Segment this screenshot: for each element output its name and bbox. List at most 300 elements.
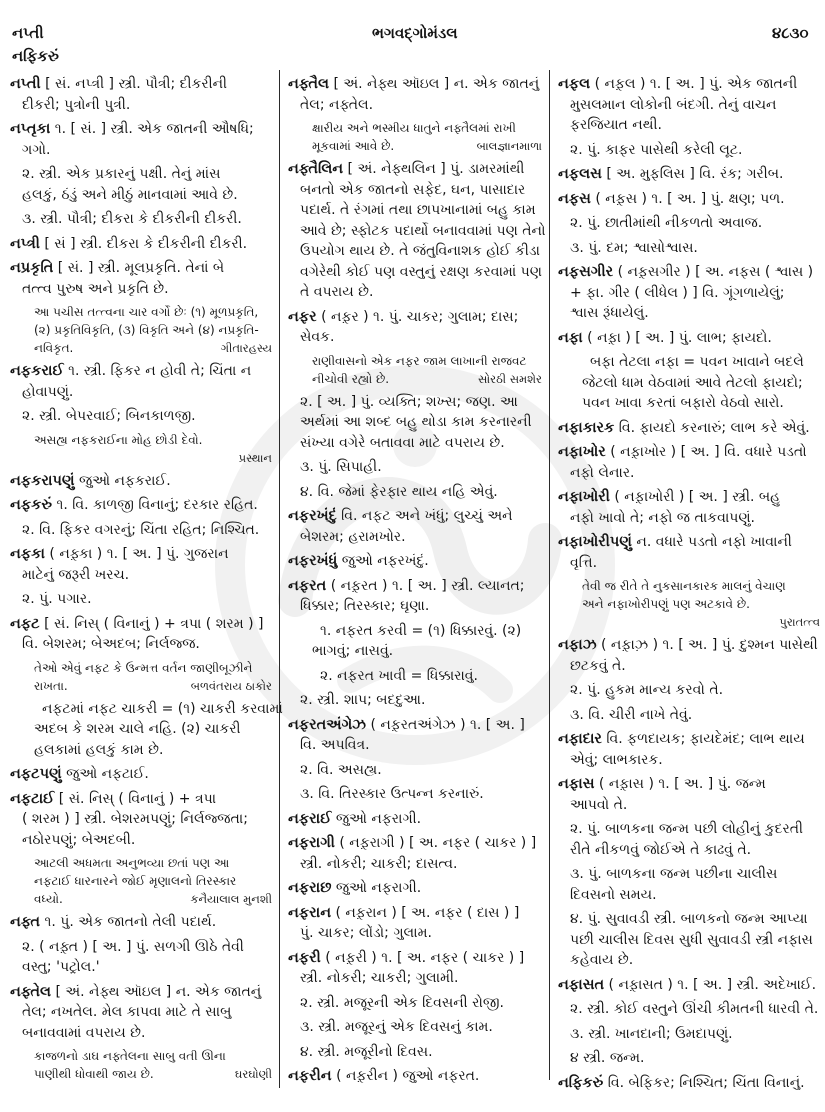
entry-line xyxy=(10,258,272,279)
entry-line: દીકરી; પુત્રોની પુત્રી. xyxy=(22,96,131,113)
headword: નપ્તૃકા xyxy=(10,121,51,137)
entry-line xyxy=(558,74,820,95)
sense-line: ૨. પું. બાળકના જન્મ પછી લોહીનું કુદરતી xyxy=(570,821,804,837)
entry-line: નઠોરપણું; બેઅદબી. xyxy=(22,831,136,848)
dictionary-entry xyxy=(288,715,542,756)
definition-text: [ અં. નેફ્થ ઑઇલ ] ન. એક જાતનું xyxy=(333,76,540,92)
entry-line xyxy=(288,948,542,969)
entry-line xyxy=(558,487,820,508)
quotation-line: આ પચીસ તત્ત્વના ચાર વર્ગો છેઃ (૧) મૂળપ્રકૃતિ, xyxy=(34,305,259,319)
entry-line: વૃત્તિ. xyxy=(570,554,598,571)
sense-line: ૨. સ્ત્રી. મજૂરની એક દિવસની રોજી. xyxy=(300,994,504,1011)
headword: નફસ xyxy=(558,190,591,207)
entry-line: + ફા. ગીર ( લીધેલ ) ] વિ. ગૂંગળાયેલું; xyxy=(570,284,785,301)
entry-line: ફરજિયાત નથી. xyxy=(570,117,662,133)
definition-text: [ અં. નેફ્થ ઑઇલ ] ન. એક જાતનું xyxy=(55,983,262,1000)
quotation xyxy=(10,303,272,357)
dictionary-entry xyxy=(558,328,820,349)
quotation-line: ક્ષારીય અને ભસ્મીય ધાતુને નફ્તૈલમાં રાખી xyxy=(312,121,516,135)
dictionary-entry xyxy=(288,551,542,572)
headword: નફ્તૈલ xyxy=(288,76,330,92)
definition-text: [ સં ] સ્ત્રી. દીકરા કે દીકરીની દીકરી. xyxy=(44,235,248,252)
entry-line: ધિક્કાર; તિરસ્કાર; ઘૃણા. xyxy=(300,598,430,614)
headword: નફાખોરીપણું xyxy=(558,534,632,550)
entry-line xyxy=(558,774,820,795)
definition-text: વિ. ફાયદો કરનારું; લાભ કરે એવું. xyxy=(618,419,810,436)
idiom-line: હલકામાં હલકું કામ છે. xyxy=(34,741,164,758)
sense xyxy=(288,457,542,478)
sense-line: ૩. પું. સિપાહી. xyxy=(300,459,382,475)
entry-line: વગેરેથી કોઈ પણ વસ્તુનું રક્ષણ કરવામાં પણ xyxy=(300,263,542,280)
entry-line xyxy=(288,833,542,854)
sense-line: ૩. પું. બાળકના જન્મ પછીના ચાલીસ xyxy=(570,866,778,882)
sense xyxy=(288,690,542,711)
sense xyxy=(558,213,820,234)
sense xyxy=(10,520,272,541)
quotation-line xyxy=(558,613,820,631)
headword: નફલ xyxy=(558,76,591,92)
definition-text: ( નફ઼લ ) ૧. [ અ. ] પું. એક જાતની xyxy=(594,76,798,92)
entry-line: આપવો તે. xyxy=(570,796,628,813)
headword: નફાકારક xyxy=(558,419,615,436)
headword: નફાખોર xyxy=(558,444,606,460)
sense-line: ૩. સ્ત્રી. પૌત્રી; દીકરા કે દીકરીની દીકરી. xyxy=(22,211,242,227)
definition-text: ( નફ઼રતઅંગેઝ ) ૧. [ અ. ] xyxy=(370,716,525,733)
quotation-line xyxy=(288,137,542,155)
definition-text: ( નફ઼ા ) [ અ. ] પું. લાભ; ફાયદો. xyxy=(587,329,772,346)
quotation-line xyxy=(10,339,272,357)
sense-line: ૨. સ્ત્રી. એક પ્રકારનું પક્ષી. તેનું માંસ xyxy=(22,166,221,182)
dictionary-entry xyxy=(558,635,820,676)
headword: નફરખંધું xyxy=(288,553,338,569)
definition-text: જુઓ નફરખંદું. xyxy=(341,553,429,569)
sense-line: રીતે નીકળવું જોઈએ તે કાઢવું તે. xyxy=(570,841,752,858)
headword: નપ્તી xyxy=(10,76,41,92)
column-3 xyxy=(549,70,820,1091)
entry-line: સ્ત્રી. નોકરી; ચાકરી; ગુલામી. xyxy=(300,970,459,986)
headword: નફાદાર xyxy=(558,731,602,747)
quotation-line: કાજળનો ડાઘ નફ્તેલના સાબુ વતી ઊના xyxy=(34,1049,226,1063)
idiom-line: ૧. નફરત કરવી = (૧) ધિક્કારવું. (૨) xyxy=(320,622,522,639)
dictionary-entry xyxy=(10,471,272,492)
dictionary-entry xyxy=(10,544,272,585)
dictionary-entry xyxy=(558,975,820,996)
guide-word-last: નફિકરું xyxy=(12,47,59,65)
quotation-line: અસહ્ય નફકરાઈના મોહ છોડી દેવો. xyxy=(34,432,203,447)
entry-line xyxy=(10,119,272,140)
definition-text: [ સં. નપ્ત્રી ] સ્ત્રી. પૌત્રી; દીકરીની xyxy=(45,76,228,92)
dictionary-entry xyxy=(558,442,820,483)
dictionary-entry xyxy=(288,948,542,989)
sense xyxy=(10,406,272,427)
sense-line: પછી ચાલીસ દિવસ સુધી સુવાવડી સ્ત્રી નફાસ xyxy=(570,931,813,948)
entry-line xyxy=(10,74,272,95)
dictionary-entry xyxy=(288,159,546,303)
definition-text: [ સં. ] સ્ત્રી. મૂલપ્રકૃતિ. તેનાં બે xyxy=(57,260,225,276)
entry-line: એવું; લાભકારક. xyxy=(570,751,663,768)
definition-text: જુઓ નફરાગી. xyxy=(335,810,422,827)
idiom-line: ભાગવું; નાસવું. xyxy=(312,643,394,659)
entry-line xyxy=(288,74,542,95)
definition-text: [ સં. નિસ્ ( વિનાનું ) + ત્રપા ( શરમ ) ] xyxy=(44,615,264,632)
quotation-line: રાણીવાસનો એક નફર જામ લાખાની રાજવટ xyxy=(312,353,527,368)
quotation xyxy=(288,352,542,388)
entry-line xyxy=(558,1073,820,1094)
quotation-line: (૨) પ્રકૃતિવિકૃતિ, (૩) વિકૃતિ અને (૪) નપ્રકૃતિ- xyxy=(34,323,259,337)
dictionary-entry xyxy=(10,495,272,516)
dictionary-entry xyxy=(288,1066,542,1087)
entry-line xyxy=(10,764,272,785)
quotation-text: નીચોવી રહ્યો છે. xyxy=(312,371,390,386)
definition-text: ૧. સ્ત્રી. ફિકર ન હોવી તે; ચિંતા ન xyxy=(68,363,252,379)
entry-line: તેલ; નફ્તેલ. xyxy=(300,96,374,113)
entry-line xyxy=(10,495,272,516)
sense-line: ૨. [ અ. ] પું. વ્યક્તિ; શખ્સ; જણ. આ xyxy=(300,393,518,410)
sense xyxy=(288,1042,542,1063)
quotation-line xyxy=(288,370,542,388)
sense xyxy=(10,164,272,205)
dictionary-entry xyxy=(288,307,542,348)
entry-line: નફો ખાવો તે; નફો જ તાકવાપણું. xyxy=(570,509,755,526)
entry-line: ઉપયોગ થાય છે. તે જંતુવિનાશક હોઈ કીડા xyxy=(300,243,540,259)
entry-line: માટેનું જરૂરી ખરચ. xyxy=(22,566,130,583)
headword: નફરખંદું xyxy=(288,508,337,524)
quotation xyxy=(288,119,542,155)
sense xyxy=(558,680,820,701)
quotation-text: રાખતા. xyxy=(34,678,68,693)
idiom-line: અદબ કે શરમ ચાલે નહિ. (૨) ચાકરી xyxy=(34,721,241,737)
dictionary-entry xyxy=(288,809,542,830)
headword: નફરાન xyxy=(288,904,332,921)
sense xyxy=(288,1017,542,1038)
sense-line: ૩. પું. દમ; શ્વાસોશ્વાસ. xyxy=(570,239,698,256)
idiom xyxy=(10,699,283,761)
dictionary-entry xyxy=(558,418,820,439)
quotation xyxy=(10,431,272,467)
entry-line xyxy=(558,975,820,996)
definition-text: ( નફ઼રી ) ૧. [ અ. નફર ( ચાકર ) ] xyxy=(325,949,525,966)
definition-text: ( નફ઼ાઝ઼ ) ૧. [ અ. ] પું. દુશ્મન પાસેથી xyxy=(601,637,818,653)
entry-line: વિ. અપવિત્ર. xyxy=(300,737,370,753)
definition-text: [ અં. નેફ્થલિન ] પું. ડામરમાંથી xyxy=(347,161,525,177)
sense xyxy=(288,482,542,503)
headword: નફટપણું xyxy=(10,766,62,782)
dictionary-entry xyxy=(10,361,272,402)
definition-text: [ સં. નિસ્ ( વિનાનું ) + ત્રપા xyxy=(58,790,217,807)
sense-line: ૨. સ્ત્રી. બેપરવાઈ; બિનકાળજી. xyxy=(22,408,196,424)
quotation-line xyxy=(10,1065,272,1083)
definition-text: ૧. વિ. કાળજી વિનાનું; દરકાર રહિત. xyxy=(56,497,258,513)
dictionary-entry xyxy=(10,764,272,785)
entry-line xyxy=(288,809,542,830)
definition-text: ( નફ઼ાખોર ) [ અ. ] વિ. વધારે પડતો xyxy=(610,444,807,460)
sense xyxy=(558,864,820,905)
sense-line: ૨. વિ. ફિકર વગરનું; ચિંતા રહિત; નિશ્ચિત. xyxy=(22,521,260,538)
quotation-line: આટલી અધમતા અનુભવ્યા છતાં પણ આ xyxy=(34,856,230,870)
definition-text: ( નફ઼ર ) ૧. પું. ચાકર; ગુલામ; દાસ; xyxy=(321,308,519,325)
quotation xyxy=(10,854,272,908)
quotation-line: અને નફાખોરીપણું પણ અટકાવે છે. xyxy=(582,597,750,611)
entry-line xyxy=(288,551,542,572)
dictionary-entry xyxy=(10,258,272,299)
quotation-source: પુરાતત્ત્વ xyxy=(779,615,820,629)
quotation-line: નફટાઈ ધારનારને જોઈ મૃણાલનો તિરસ્કાર xyxy=(34,874,237,888)
entry-line xyxy=(558,729,820,750)
entry-line: ( શરમ ) ] સ્ત્રી. બેશરમપણું; નિર્લજ્જતા; xyxy=(22,811,248,827)
headword: નફલસ xyxy=(558,166,602,182)
definition-text: ૧. પું. એક જાતનો તેલી પદાર્થ. xyxy=(44,914,217,930)
headword: નફટ xyxy=(10,615,40,632)
quotation xyxy=(10,659,272,695)
sense-line: ૨. પું. પગાર. xyxy=(22,591,92,607)
idiom-line: બફા તેટલા નફા = પવન ખાવાને બદલે xyxy=(590,354,804,370)
dictionary-entry xyxy=(558,729,820,770)
dictionary-entry xyxy=(558,164,820,185)
entry-line xyxy=(10,912,272,933)
headword: નફર xyxy=(288,308,317,325)
headword: નફાસત xyxy=(558,976,605,993)
entry-line xyxy=(558,442,820,463)
sense-line: અર્થમાં આ શબ્દ બહુ થોડા કામ કરનારની xyxy=(300,414,532,430)
sense-line: દિવસનો સમય. xyxy=(570,886,657,903)
definition-text: વિ. નફટ અને ખંધું; લુચ્ચું અને xyxy=(341,508,513,524)
sense-line: ૪. સ્ત્રી. મજૂરીનો દિવસ. xyxy=(300,1043,433,1060)
sense-line: ૨. સ્ત્રી. શાપ; બદદુઆ. xyxy=(300,692,426,708)
dictionary-entry xyxy=(10,912,272,933)
headword: નફસગીર xyxy=(558,264,614,280)
quotation-source: ગીતારહસ્ય xyxy=(220,341,272,355)
quotation-source: ઘરઘોણી xyxy=(234,1067,272,1081)
idiom-line: જેટલો ધામ વેઠવામાં આવે તેટલો ફાયદો; xyxy=(582,374,803,391)
dictionary-entry xyxy=(288,576,542,617)
headword: નફરાછ xyxy=(288,880,332,896)
entry-line: સ્ત્રી. નોકરી; ચાકરી; દાસત્વ. xyxy=(300,855,458,872)
entry-line xyxy=(558,262,820,283)
entry-line xyxy=(10,789,272,810)
headword: નફરાગી xyxy=(288,835,335,851)
sense-line: ૨. સ્ત્રી. કોઈ વસ્તુને ઊંચી કીમતની ધારવી તે. xyxy=(570,1001,819,1017)
entry-line: મુસલમાન લોકોની બંદગી. તેનું વાચન xyxy=(570,96,777,113)
entry-line xyxy=(558,189,820,210)
entry-line: નફો લેનાર. xyxy=(570,464,635,481)
sense xyxy=(558,140,820,161)
idiom xyxy=(288,666,542,687)
entry-line xyxy=(10,234,272,255)
headword: નફરતઅંગેઝ xyxy=(288,716,366,733)
headword: નફરાઈ xyxy=(288,810,332,827)
quotation-source: પ્રસ્થાન xyxy=(238,450,272,465)
idiom xyxy=(288,621,542,662)
entry-line xyxy=(10,982,272,1003)
entry-line: બેશરમ; હરામખોર. xyxy=(300,528,406,545)
entry-line: પું. ચાકર; લોંડો; ગુલામ. xyxy=(300,925,432,941)
entry-line xyxy=(558,328,820,349)
sense-line: ૨. વિ. અસહ્ય. xyxy=(300,761,382,778)
definition-text: વિ. ફળદાયક; ફાયદેમંદ; લાભ થાય xyxy=(606,731,805,747)
entry-line: પદાર્થ. તે રંગમાં તથા છાપખાનામાં બહુ કામ xyxy=(300,202,536,218)
dictionary-entry xyxy=(558,1073,820,1094)
headword: નફ્તૈલિન xyxy=(288,161,344,177)
entry-line xyxy=(10,471,272,492)
entry-line xyxy=(558,164,820,185)
headword: નફરી xyxy=(288,949,321,966)
headword: નફા xyxy=(558,329,583,346)
sense-line: ૨. ( નફ઼્ત ) [ અ. ] પું. સળગી ઊઠે તેવી xyxy=(22,938,244,955)
quotation-source: બાલજ્ઞાનમાળા xyxy=(476,139,542,153)
page-number: ૪૮૩૦ xyxy=(772,24,809,42)
sense xyxy=(558,238,820,259)
quotation-line xyxy=(10,449,272,467)
sense xyxy=(558,705,820,726)
definition-text: ( નફ઼ાસત ) ૧. [ અ. ] સ્ત્રી. અદેખાઈ. xyxy=(608,976,817,993)
definition-text: જુઓ નફકરાઈ. xyxy=(78,472,171,489)
sense xyxy=(558,1024,820,1045)
quotation-source: કનૈયાલાલ મુનશી xyxy=(190,892,272,906)
sense-line: ૪ સ્ત્રી. જન્મ. xyxy=(570,1050,645,1066)
headword: નફકરાપણું xyxy=(10,472,75,489)
entry-line xyxy=(288,878,542,899)
entry-line: વિ. બેશરમ; બેઅદબ; નિર્લજ્જ. xyxy=(22,636,200,652)
sense xyxy=(288,784,542,805)
entry-line: તેલ; નખતેલ. મેલ કાપવા માટે તે સાબુ xyxy=(22,1004,232,1020)
headword: નફટાઈ xyxy=(10,790,55,807)
dictionary-entry xyxy=(10,982,272,1044)
headword: નફાસ xyxy=(558,776,595,792)
idiom xyxy=(558,352,820,414)
sense-line: ૨. પું. હુકમ માન્ય કરવો તે. xyxy=(570,682,724,698)
entry-line xyxy=(288,1066,542,1087)
definition-text: ( નફ઼સગીર ) [ અ. નફસ ( શ્વાસ ) xyxy=(617,264,814,280)
sense-line: ૩. વિ. તિરસ્કાર ઉત્પન્ન કરનારું. xyxy=(300,786,484,802)
sense xyxy=(558,819,820,860)
definition-text: [ અ. મુફલિસ ] વિ. રંક; ગરીબ. xyxy=(606,166,784,182)
dictionary-entry xyxy=(288,833,542,874)
entry-line: બનાવવામાં વપરાય છે. xyxy=(22,1024,146,1041)
dictionary-entry xyxy=(10,789,272,851)
headword: નફકરાઈ xyxy=(10,363,64,379)
definition-text: ( નફ઼્કા ) ૧. [ અ. ] પું. ગુજરાન xyxy=(49,546,229,562)
dictionary-entry xyxy=(558,774,820,815)
dictionary-entry xyxy=(10,74,272,115)
sense-line: ૩. વિ. ચીરી નાખે તેવું. xyxy=(570,706,693,723)
entry-line xyxy=(288,715,542,736)
definition-text: જુઓ નફરાગી. xyxy=(335,880,422,896)
quotation-line: તેવી જ રીતે તે નુકસાનકારક માલનું વેચાણ xyxy=(582,579,786,593)
quotation xyxy=(558,577,820,631)
definition-text: ( નફ઼રીન ) જુઓ નફરત. xyxy=(336,1068,480,1084)
dictionary-entry xyxy=(558,74,820,136)
headword: નફરીન xyxy=(288,1068,332,1084)
entry-line xyxy=(10,614,272,635)
headword: નફરત xyxy=(288,577,327,594)
definition-text: ( નફ઼ાસ ) ૧. [ અ. ] પું. જન્મ xyxy=(598,776,766,792)
dictionary-entry xyxy=(558,189,820,210)
idiom-line: પવન ખાવા કરતાં બફારો વેઠવો સારો. xyxy=(582,395,784,411)
definition-text: વિ. બેફિકર; નિશ્ચિત; ચિંતા વિનાનું. xyxy=(607,1074,805,1091)
definition-text: ( નફ઼ાખોરી ) [ અ. ] સ્ત્રી. બહુ xyxy=(614,489,781,505)
sense-line: ૨. પું. છાતીમાંથી નીકળતો અવાજ. xyxy=(570,215,763,231)
quotation-text: મૂકવામાં આવે છે. xyxy=(312,139,395,153)
headword: નફ્તેલ xyxy=(10,983,52,1000)
dictionary-entry xyxy=(288,506,542,547)
sense-line: કહેવાય છે. xyxy=(570,952,634,968)
entry-line xyxy=(558,418,820,439)
sense-line: સંખ્યા વગેરે બતાવવા માટે વપરાય છે. xyxy=(300,434,505,451)
quotation-text: વધ્યો. xyxy=(34,892,63,906)
entry-line xyxy=(288,307,542,328)
dictionary-entry xyxy=(288,903,542,944)
entry-line: આવે છે; સ્ફોટક પદાર્થો બનાવવામાં પણ તેનો xyxy=(300,222,546,239)
entry-line xyxy=(558,532,820,553)
entry-line: ગગો. xyxy=(22,141,51,158)
sense-line: હલકું, ઠંડું અને મીઠું માનવામાં આવે છે. xyxy=(22,186,238,203)
sense xyxy=(558,999,820,1020)
headword: નફકરું xyxy=(10,497,53,513)
entry-line xyxy=(288,903,542,924)
column-2 xyxy=(279,70,546,1088)
definition-text: જુઓ નફટાઈ. xyxy=(66,766,149,782)
page-title: ભગવદ્ગોમંડલ xyxy=(372,24,458,42)
sense xyxy=(10,589,272,610)
sense-line: ૪. પું. સુવાવડી સ્ત્રી. બાળકનો જન્મ આપ્યા xyxy=(570,911,808,927)
dictionary-entry xyxy=(558,262,820,324)
sense-line: ૨. પું. કાફર પાસેથી કરેલી લૂટ. xyxy=(570,141,743,158)
entry-line xyxy=(288,159,542,180)
entry-line xyxy=(288,506,542,527)
sense xyxy=(288,760,542,781)
sense xyxy=(288,993,542,1014)
dictionary-entry xyxy=(10,119,272,160)
headword: નફાઝ xyxy=(558,637,597,653)
entry-line xyxy=(10,544,272,565)
definition-text: ( નફ઼સ ) ૧. [ અ. ] પું. ક્ષણ; પળ. xyxy=(595,190,785,207)
quotation-line: તેઓ એવું નફટ કે ઉન્મત્ત વર્તન જાણીબૂઝીને xyxy=(34,660,253,675)
headword: નફિકરું xyxy=(558,1074,604,1091)
quotation-text: નવિકૃત. xyxy=(34,341,74,355)
entry-line xyxy=(10,361,272,382)
headword: નપ્ત્રી xyxy=(10,235,40,252)
definition-text: ૧. [ સં. ] સ્ત્રી. એક જાતની ઔષધિ; xyxy=(54,121,254,137)
sense xyxy=(288,392,542,454)
definition-text: ( નફ઼રત ) ૧. [ અ. ] સ્ત્રી. લ્યાનત; xyxy=(330,577,525,594)
definition-text: ( નફ઼રાગી ) [ અ. નફર ( ચાકર ) ] xyxy=(339,835,537,851)
quotation-source: બળવંતરાય ઠાકોર xyxy=(190,678,272,693)
quotation-source: સોરઠી સમશેર xyxy=(477,371,542,386)
sense-line: ૪. વિ. જેમાં ફેરફાર થાય નહિ એવું. xyxy=(300,483,498,500)
quotation-line xyxy=(10,677,272,695)
entry-line xyxy=(558,635,820,656)
entry-line: હોવાપણું. xyxy=(22,383,74,400)
definition-text: ન. વધારે પડતો નફો ખાવાની xyxy=(636,534,792,550)
entry-line: શ્વાસ રૂંધાયેલું. xyxy=(570,305,649,321)
idiom-line: નફટમાં નફટ ચાકરી = (૧) ચાકરી કરવામાં xyxy=(42,700,283,717)
headword: નફાખોરી xyxy=(558,489,610,505)
sense-line: ૩. સ્ત્રી. મજૂરનું એક દિવસનું કામ. xyxy=(300,1019,493,1035)
dictionary-entry xyxy=(558,487,820,528)
quotation xyxy=(10,1047,272,1083)
entry-line xyxy=(288,576,542,597)
headword: નફકા xyxy=(10,546,45,562)
quotation-line xyxy=(10,890,272,908)
idiom-line: ૨. નફરત ખાવી = ધિક્કારાવું. xyxy=(320,667,478,684)
column-1 xyxy=(10,70,283,1092)
quotation-text: પાણીથી ધોવાથી જાય છે. xyxy=(34,1067,154,1081)
dictionary-entry xyxy=(288,878,542,899)
definition-text: ( નફ઼રાન ) [ અ. નફર ( દાસ ) ] xyxy=(335,904,520,921)
entry-line: બનતો એક જાતનો સફેદ, ઘન, પાસાદાર xyxy=(300,181,526,198)
entry-line: છટકવું તે. xyxy=(570,657,626,674)
dictionary-entry xyxy=(288,74,542,115)
